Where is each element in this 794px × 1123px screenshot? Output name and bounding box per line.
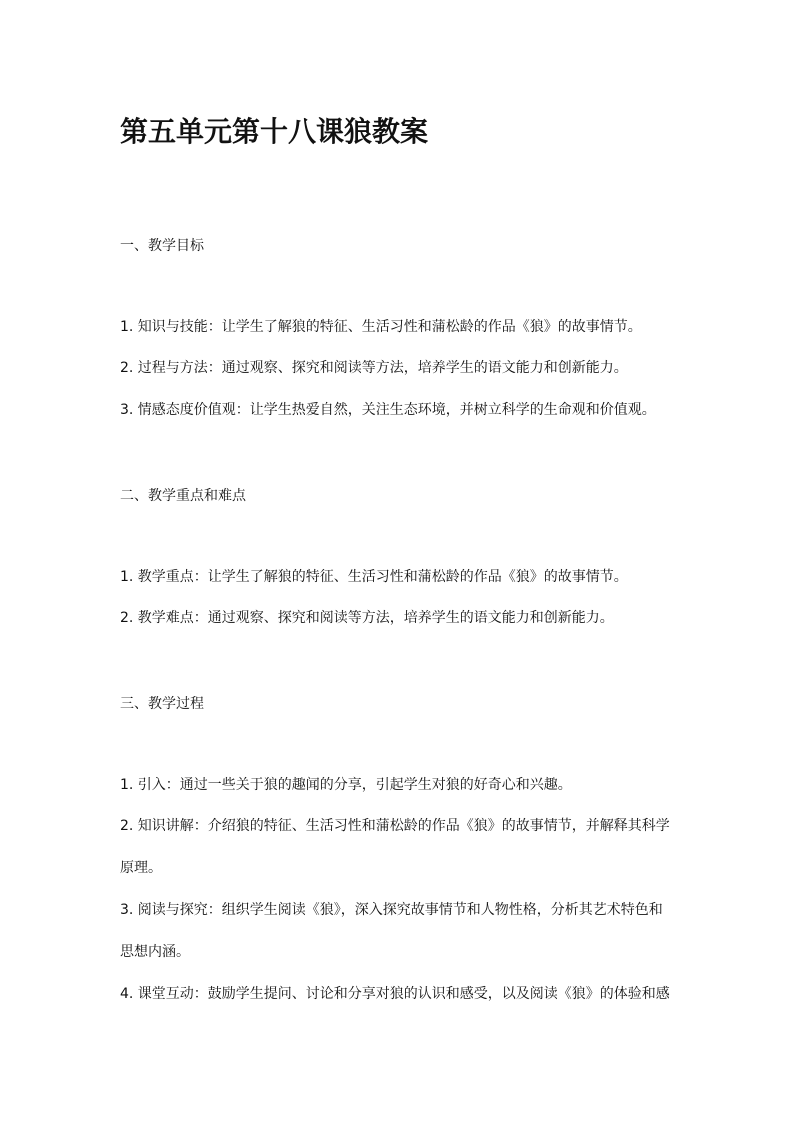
process-item-3: 3. 阅读与探究：组织学生阅读《狼》，深入探究故事情节和人物性格，分析其艺术特色和 — [120, 902, 663, 918]
section-heading-key-points: 二、教学重点和难点 — [120, 488, 246, 504]
key-point-item-1: 1. 教学重点：让学生了解狼的特征、生活习性和蒲松龄的作品《狼》的故事情节。 — [120, 569, 628, 585]
process-item-4: 4. 课堂互动：鼓励学生提问、讨论和分享对狼的认识和感受，以及阅读《狼》的体验和感 — [120, 986, 670, 1002]
objective-item-1: 1. 知识与技能：让学生了解狼的特征、生活习性和蒲松龄的作品《狼》的故事情节。 — [120, 319, 642, 335]
process-item-2: 2. 知识讲解：介绍狼的特征、生活习性和蒲松龄的作品《狼》的故事情节，并解释其科学 — [120, 818, 670, 834]
key-point-item-2: 2. 教学难点：通过观察、探究和阅读等方法，培养学生的语文能力和创新能力。 — [120, 610, 614, 626]
objective-item-2: 2. 过程与方法：通过观察、探究和阅读等方法，培养学生的语文能力和创新能力。 — [120, 360, 628, 376]
process-item-1: 1. 引入：通过一些关于狼的趣闻的分享，引起学生对狼的好奇心和兴趣。 — [120, 777, 572, 793]
process-item-2-continued: 原理。 — [120, 860, 162, 876]
section-heading-process: 三、教学过程 — [120, 696, 204, 712]
process-item-3-continued: 思想内涵。 — [120, 944, 190, 960]
section-heading-objectives: 一、教学目标 — [120, 238, 204, 254]
document-title: 第五单元第十八课狼教案 — [120, 115, 429, 148]
objective-item-3: 3. 情感态度价值观：让学生热爱自然，关注生态环境，并树立科学的生命观和价值观。 — [120, 402, 656, 418]
